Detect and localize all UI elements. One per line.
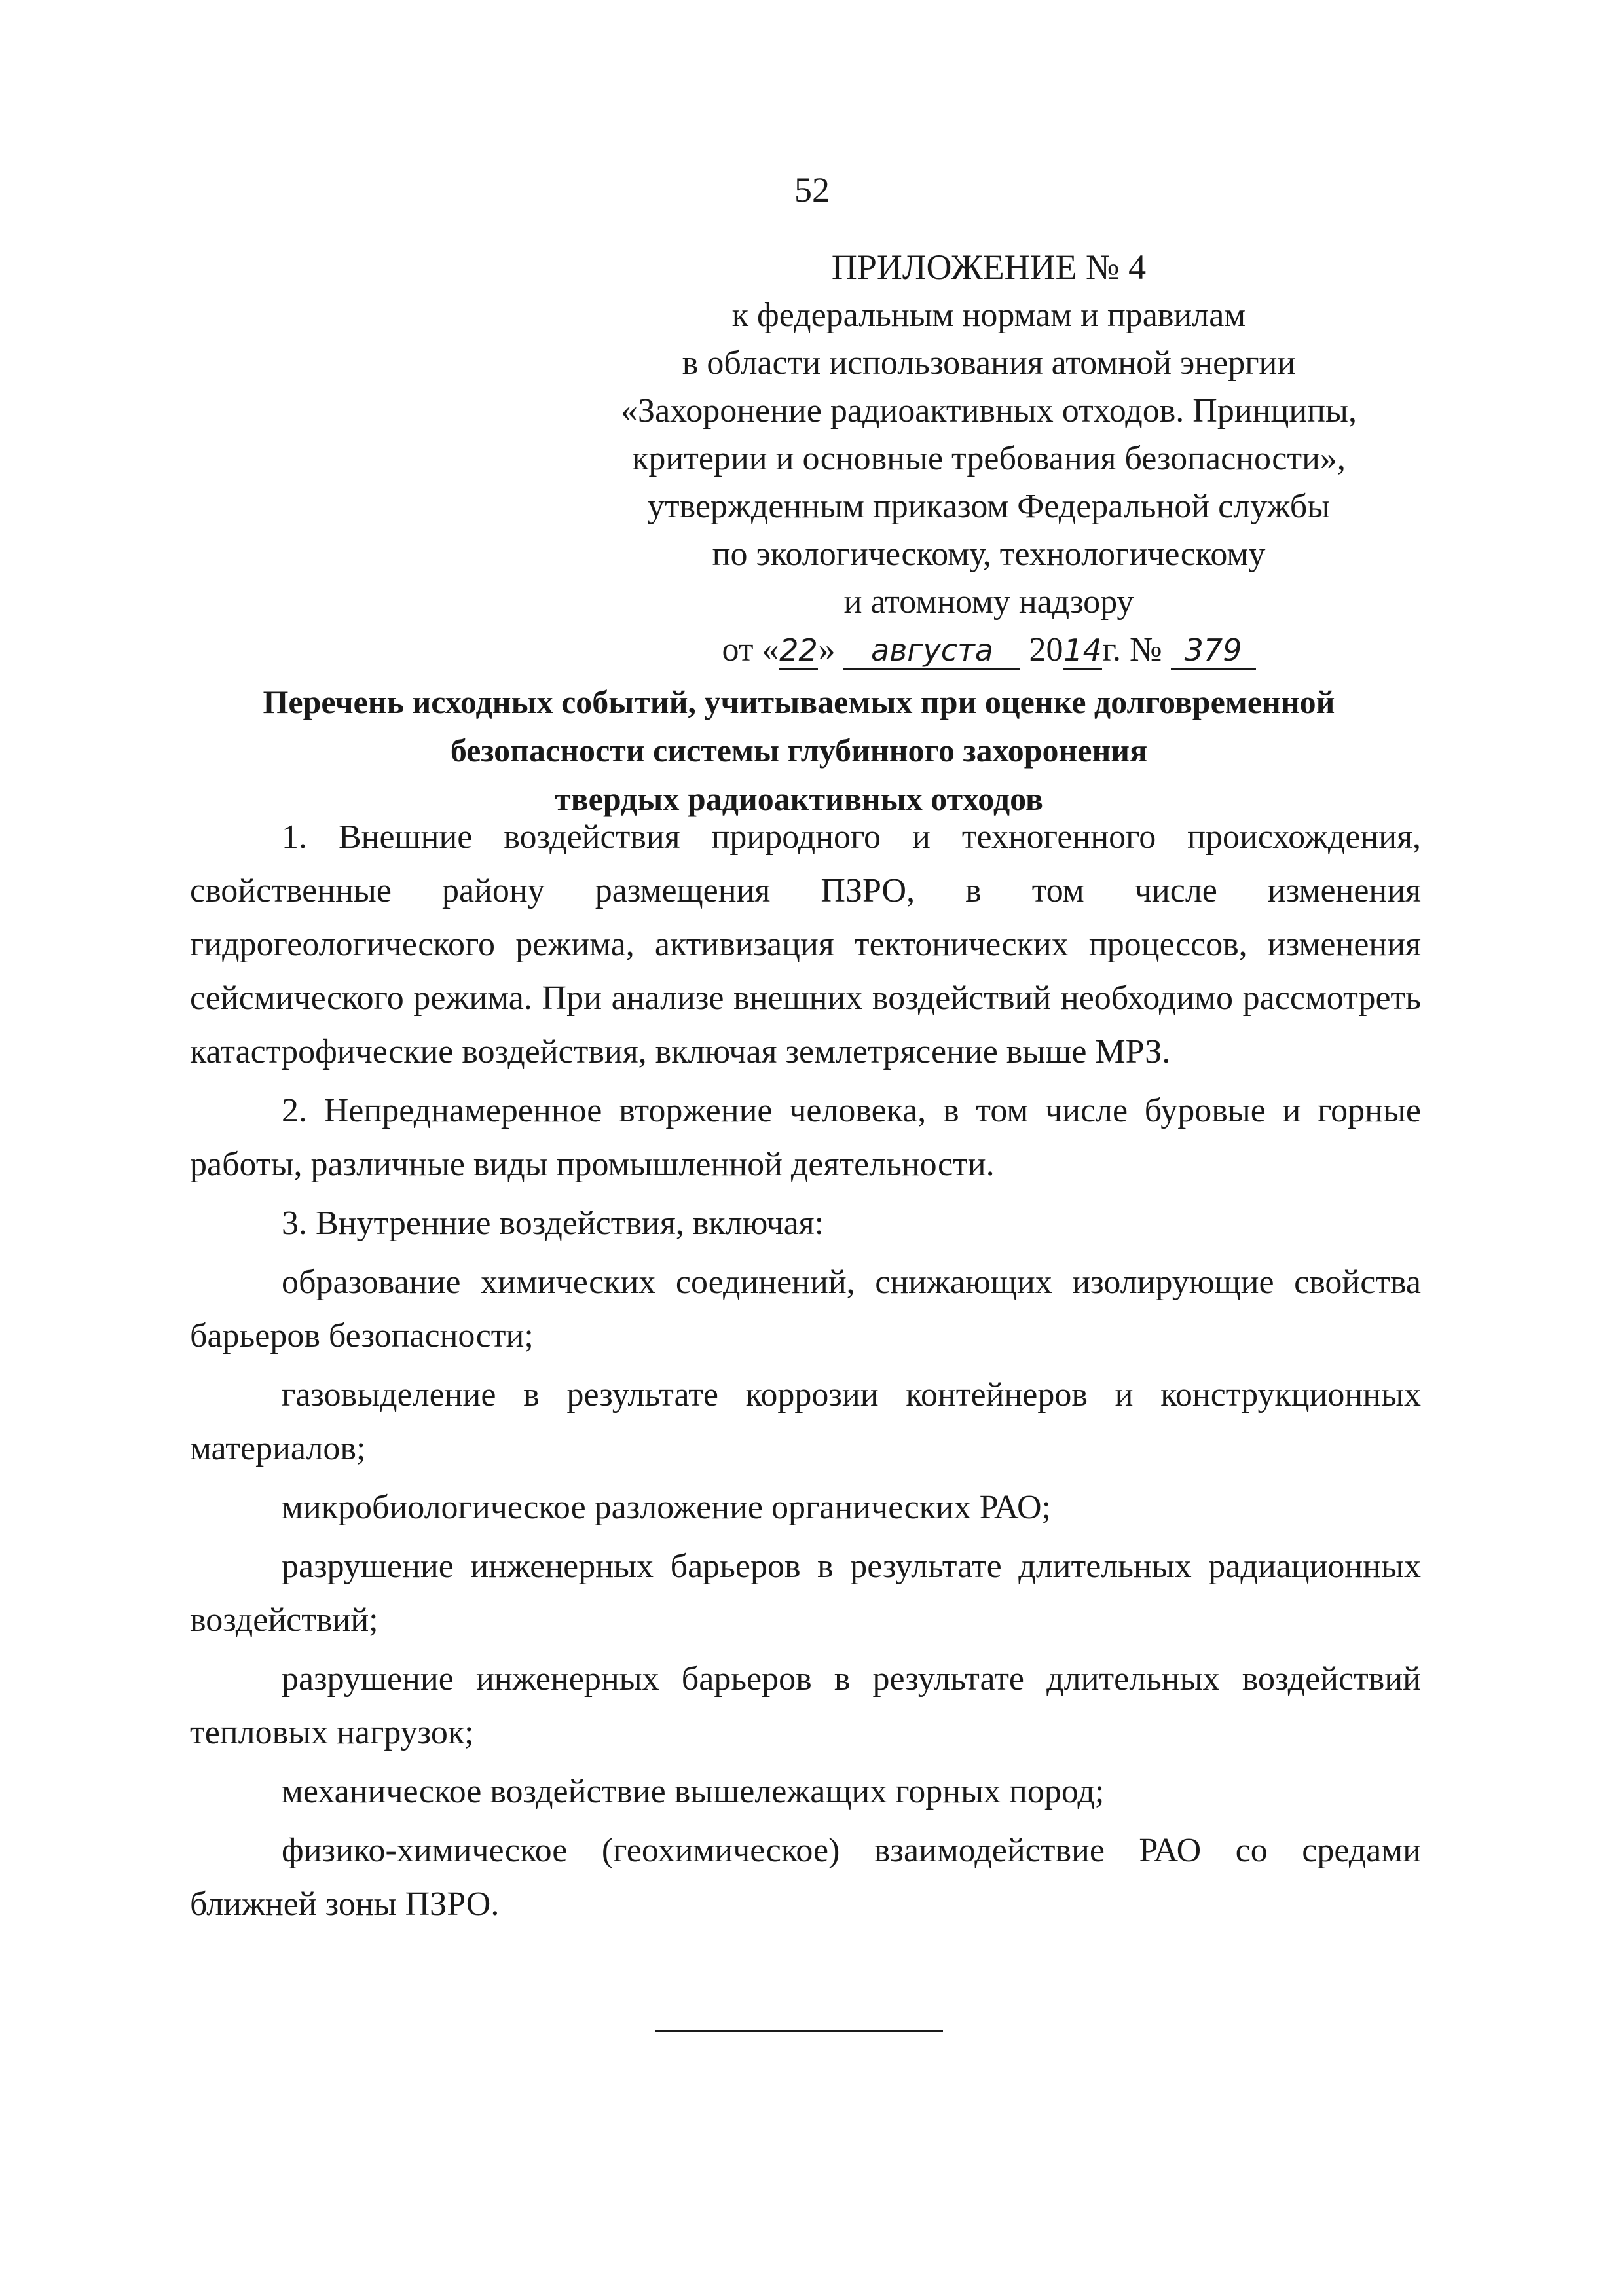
paragraph: 1. Внешние воздействия природного и техногенного происхождения, свойственные району размещения ПЗРО, в том числе изменения гидрогеологического режима, активизация тектонических процессов, изменения сейсмического режима. При анализе внешних воздействий необходимо рассмотреть катастрофические воздействия, включая землетрясение выше МРЗ. <box>190 818 1421 1070</box>
appendix-line: критерии и основные требования безопасности», <box>632 440 1346 477</box>
list-item: микробиологическое разложение органических РАО; <box>282 1489 1051 1526</box>
order-year-prefix: 20 <box>1029 631 1063 668</box>
list-item: образование химических соединений, снижающих изолирующие свойства барьеров безопасности; <box>190 1264 1421 1355</box>
list-item: физико-химическое (геохимическое) взаимодействие РАО со средами ближней зоны ПЗРО. <box>190 1832 1421 1923</box>
order-date-prefix: от « <box>722 631 779 668</box>
order-date-line <box>609 626 1369 674</box>
appendix-line: утвержденным приказом Федеральной службы <box>647 488 1331 525</box>
appendix-line: и атомному надзору <box>843 583 1134 621</box>
paragraph: 2. Непреднамеренное вторжение человека, в том числе буровые и горные работы, различные виды промышленной деятельности. <box>190 1092 1421 1183</box>
list-item: газовыделение в результате коррозии контейнеров и конструкционных материалов; <box>190 1376 1421 1467</box>
document-body <box>190 811 1421 1937</box>
end-divider <box>655 2030 943 2032</box>
appendix-title: ПРИЛОЖЕНИЕ № 4 <box>831 247 1147 287</box>
appendix-line: по экологическому, технологическому <box>712 536 1266 573</box>
order-number-label: г. № <box>1102 631 1162 668</box>
handwritten-year: 14 <box>1063 632 1102 670</box>
title-line: безопасности системы глубинного захоронения <box>450 732 1148 769</box>
paragraph: 3. Внутренние воздействия, включая: <box>282 1205 824 1242</box>
handwritten-order-number: 379 <box>1171 632 1256 670</box>
document-title <box>151 678 1447 823</box>
handwritten-month: августа <box>843 632 1020 670</box>
appendix-line: к федеральным нормам и правилам <box>731 297 1246 334</box>
appendix-header <box>609 244 1369 674</box>
appendix-line: в области использования атомной энергии <box>682 344 1296 382</box>
handwritten-day: 22 <box>779 632 818 670</box>
title-line: Перечень исходных событий, учитываемых при оценке долговременной <box>263 683 1335 720</box>
order-date-quote: » <box>818 631 836 668</box>
list-item: разрушение инженерных барьеров в результате длительных воздействий тепловых нагрузок; <box>190 1660 1421 1751</box>
page-number: 52 <box>794 170 830 210</box>
list-item: механическое воздействие вышележащих горных пород; <box>282 1773 1105 1810</box>
appendix-line: «Захоронение радиоактивных отходов. Принципы, <box>621 392 1357 429</box>
list-item: разрушение инженерных барьеров в результате длительных радиационных воздействий; <box>190 1548 1421 1639</box>
title-line: твердых радиоактивных отходов <box>555 780 1043 817</box>
